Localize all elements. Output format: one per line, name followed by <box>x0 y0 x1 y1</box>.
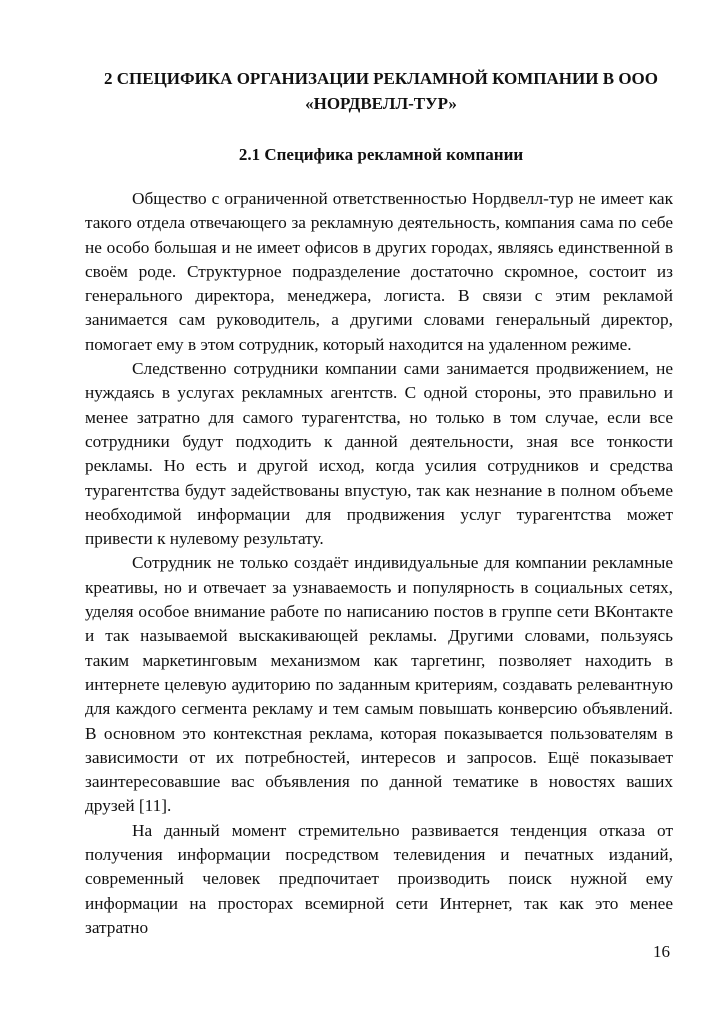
chapter-title <box>90 66 672 116</box>
paragraph-4: На данный момент стремительно развивается тенденция отказа от получения информации посредством телевидения и печатных изданий, современный человек предпочитает производить поиск нужной ему информации на просторах всемирной сети Интернет, так как это менее затратно <box>85 820 673 937</box>
paragraph-2: Следственно сотрудники компании сами занимается продвижением, не нуждаясь в услугах рекламных агентств. С одной стороны, это правильно и менее затратно для самого турагентства, но только в том случае, если все сотрудники будут подходить к данной деятельности, зная все тонкости рекламы. Но есть и другой исход, когда усилия сотрудников и средства турагентства будут задействованы впустую, так как незнание в полном объеме необходимой информации для продвижения услуг турагентства может привести к нулевому результату. <box>85 359 673 549</box>
paragraph-1: Общество с ограниченной ответственностью Нордвелл-тур не имеет как такого отдела отвечающего за рекламную деятельность, компания сама по себе не особо большая и не имеет офисов в других городах, являясь единственной в своём роде. Структурное подразделение достаточно скромное, состоит из генерального директора, менеджера, логиста. В связи с этим рекламой занимается сам руководитель, а другими словами генеральный директор, помогает ему в этом сотрудник, который находится на удаленном режиме. <box>85 189 673 354</box>
page-number: 16 <box>653 942 670 961</box>
paragraph-3: Сотрудник не только создаёт индивидуальные для компании рекламные креативы, но и отвечает за узнаваемость и популярность в социальных сетях, уделяя особое внимание работе по написанию постов в группе сети ВКонтакте и так называемой выскакивающей рекламы. Другими словами, пользуясь таким маркетинговым механизмом как таргетинг, позволяет находить в интернете целевую аудиторию по заданным критериям, создавать релевантную для каждого сегмента рекламу и тем самым повышать конверсию объявлений. В основном это контекстная реклама, которая показывается пользователям в зависимости от их потребностей, интересов и запросов. Ещё показывает заинтересовавшие вас объявления по данной тематике в новостях ваших друзей [11]. <box>85 553 673 816</box>
chapter-title-line-1: 2 СПЕЦИФИКА ОРГАНИЗАЦИИ РЕКЛАМНОЙ КОМПАНИИ В ООО <box>104 69 658 88</box>
body-text <box>85 187 673 940</box>
chapter-title-line-2: «НОРДВЕЛЛ-ТУР» <box>305 94 457 113</box>
section-title: 2.1 Специфика рекламной компании <box>238 145 524 164</box>
